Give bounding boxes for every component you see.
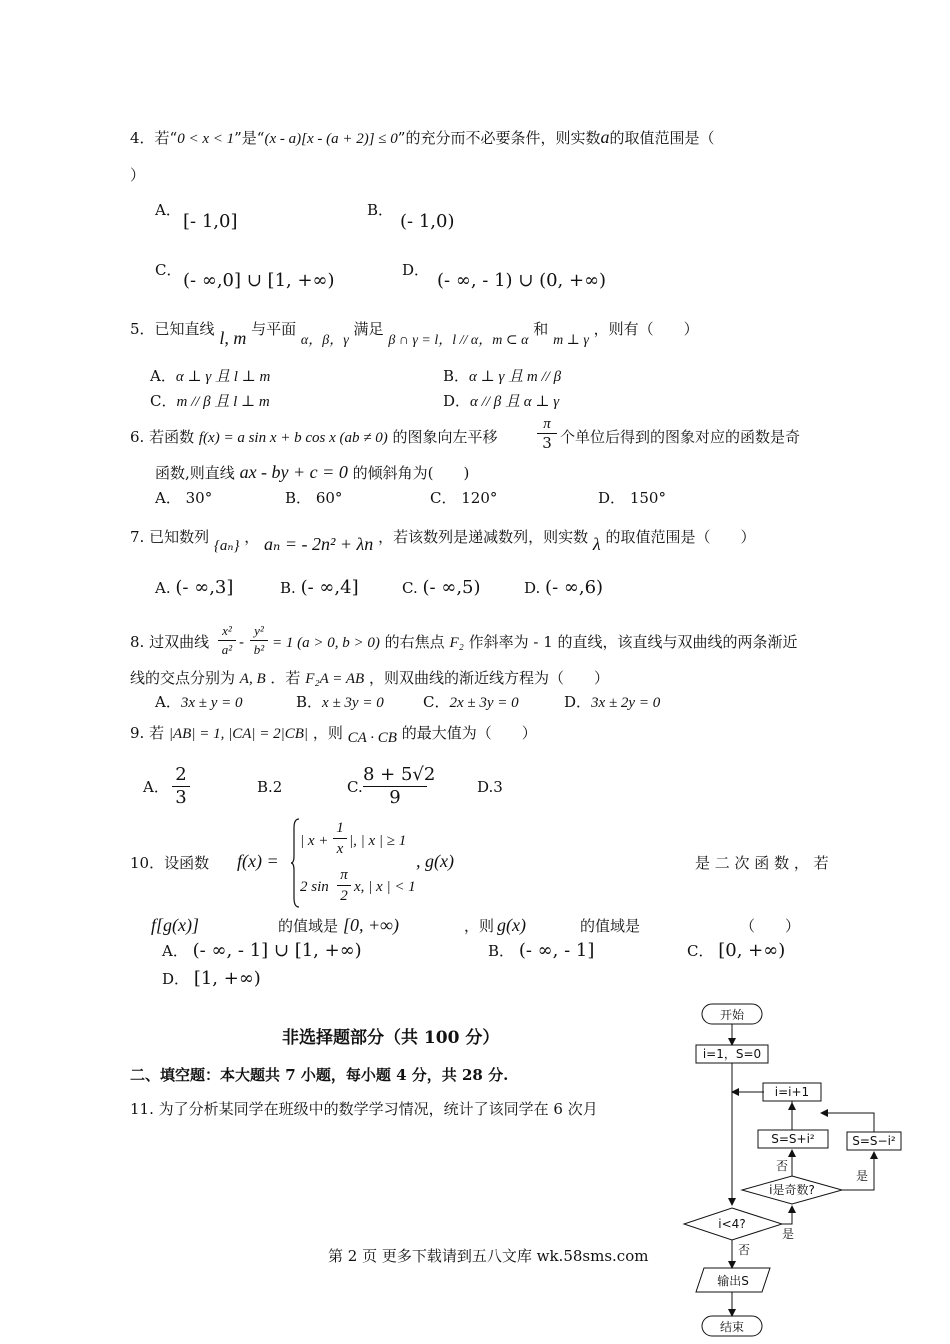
- q8-frac-x: x² a²: [218, 622, 236, 659]
- q10-option-a: A． (- ∞, - 1] ∪ [1, +∞): [162, 940, 362, 961]
- q10-gx2: g(x): [497, 915, 526, 935]
- q8-option-b: B．x ± 3y = 0: [296, 693, 384, 711]
- flow-yes-label-loop: 是: [782, 1227, 795, 1241]
- q5-option-d: D．α // β 且 α ⊥ γ: [443, 392, 560, 410]
- q7-option-c: C. (- ∞,5): [402, 577, 481, 598]
- q9-option-d: D.3: [477, 778, 503, 796]
- q10-stem-c: 的值域是: [278, 917, 339, 935]
- flow-add-text: S=S+i²: [771, 1132, 815, 1146]
- q4-option-d-value: (- ∞, - 1) ∪ (0, +∞): [437, 270, 607, 291]
- q6-option-a: A． 30°: [155, 489, 213, 507]
- q6-stem-line1: 6. 若函数 f(x) = a sin x + b cos x (ab ≠ 0) 的图象向左平移: [130, 428, 498, 446]
- q10-option-b: B． (- ∞, - 1]: [488, 940, 595, 961]
- q10-stem-d: ，则: [464, 917, 495, 935]
- q4-option-a-value: [- 1,0]: [183, 211, 238, 232]
- q7-option-d: D. (- ∞,6): [524, 577, 604, 598]
- q7-option-b: B. (- ∞,4]: [280, 577, 359, 598]
- q8-option-d: D．3x ± 2y = 0: [564, 693, 661, 711]
- flow-yes-label-odd: 是: [856, 1169, 869, 1183]
- flow-odd-text: i是奇数?: [769, 1183, 815, 1197]
- q10-option-c: C． [0, +∞): [687, 940, 786, 961]
- q4-close: ）: [130, 166, 146, 184]
- flow-start-text: 开始: [719, 1008, 745, 1022]
- q10-func: f(x) =: [237, 851, 279, 871]
- q10-stem-b: 是 二 次 函 数 ， 若: [695, 854, 829, 872]
- q6-stem-tail: 个单位后得到的图象对应的函数是奇: [560, 428, 801, 446]
- q10-brace: [291, 818, 297, 906]
- q10-stem-a: 10．设函数: [130, 854, 210, 872]
- q10-case2-a: 2 sin: [300, 879, 329, 895]
- q7-option-a: A. (- ∞,3]: [155, 577, 234, 598]
- q9-option-a-fraction: 2 3: [172, 764, 190, 809]
- q9-option-b: B.2: [257, 778, 283, 796]
- q4-option-b: B．: [367, 201, 394, 219]
- q6-option-d: D． 150°: [598, 489, 666, 507]
- q8-option-c: C．2x ± 3y = 0: [423, 693, 519, 711]
- q7-stem: 7. 已知数列 {aₙ} ， aₙ = - 2n² + λn ，若该数列是递减数列，则实数 λ 的取值范围是（ ）: [130, 528, 756, 554]
- q10-case1-fraction: 1 x: [333, 818, 347, 859]
- flow-init-text: i=1，S=0: [702, 1047, 762, 1061]
- q10-gx: , g(x): [416, 851, 454, 871]
- q10-case2-b: x, | x | < 1: [354, 879, 416, 895]
- q4-option-c: C．: [155, 261, 182, 279]
- q9-stem: 9. 若 |AB| = 1, |CA| = 2|CB| ，则 CA · CB 的最大值为（ ）: [130, 724, 537, 746]
- q8-minus: -: [239, 633, 245, 651]
- q10-case1-b: |, | x | ≥ 1: [349, 833, 407, 849]
- q5-option-b: B．α ⊥ γ 且 m // β: [443, 367, 562, 385]
- section-title: 非选择题部分（共 100 分）: [282, 1028, 500, 1048]
- q5-option-c: C．m // β 且 l ⊥ m: [150, 392, 270, 410]
- flow-loop-text: i<4?: [718, 1217, 746, 1231]
- q10-option-d: D． [1, +∞): [162, 968, 261, 989]
- flow-sub-text: S=S−i²: [852, 1134, 896, 1148]
- q6-fraction: π 3: [537, 415, 557, 452]
- q6-option-b: B． 60°: [285, 489, 343, 507]
- q8-frac-y: y² b²: [250, 622, 268, 659]
- flow-inc-text: i=i+1: [774, 1085, 810, 1099]
- q4-stem: 4．若“0 < x < 1”是“(x - a)[x - (a + 2)] ≤ 0”的充分而不必要条件，则实数a的取值范围是（: [130, 127, 715, 147]
- flow-no-label-loop: 否: [738, 1243, 751, 1257]
- flowchart: [670, 1000, 920, 1340]
- q9-option-a-label: A．: [143, 778, 169, 796]
- q11-stem: 11. 为了分析某同学在班级中的数学学习情况，统计了该同学在 6 次月: [130, 1100, 598, 1118]
- q4-option-c-value: (- ∞,0] ∪ [1, +∞): [183, 270, 335, 291]
- q4-option-a: A．: [155, 201, 181, 219]
- q4-option-d: D．: [402, 261, 430, 279]
- flow-no-label-odd: 否: [776, 1159, 789, 1173]
- q10-stem-e: 的值域是: [580, 917, 641, 935]
- q10-fg: f[g(x)]: [151, 915, 199, 935]
- q8-option-a: A．3x ± y = 0: [155, 693, 243, 711]
- q5-stem: 5．已知直线 l, m 与平面 α，β，γ 满足 β ∩ γ = l，l // α，m ⊂ α 和 m ⊥ γ ，则有（ ）: [130, 320, 699, 348]
- q10-case2-fraction: π 2: [337, 865, 351, 906]
- flow-end-text: 结束: [719, 1320, 745, 1334]
- fill-heading: 二、填空题：本大题共 7 小题，每小题 4 分，共 28 分.: [130, 1066, 509, 1084]
- q9-option-c-fraction: 8 + 5√2 9: [363, 764, 436, 808]
- q5-option-a: A．α ⊥ γ 且 l ⊥ m: [150, 367, 271, 385]
- q9-option-c-label: C.: [347, 778, 363, 796]
- q8-stem-a: 8. 过双曲线: [130, 633, 210, 651]
- q8-stem-b: = 1 (a > 0, b > 0) 的右焦点 F₂ 作斜率为 - 1 的直线，该直线与双曲线的两条渐近: [272, 633, 798, 651]
- page-footer: 第 2 页 更多下载请到五八文库 wk.58sms.com: [328, 1247, 649, 1265]
- q10-range1: [0, +∞): [343, 915, 399, 935]
- q6-option-c: C． 120°: [430, 489, 498, 507]
- q10-paren: （ ）: [740, 917, 801, 935]
- q8-stem-c: 线的交点分别为 A, B ．若 F₂A = AB ，则双曲线的渐近线方程为（ ）: [130, 669, 609, 687]
- q4-option-b-value: (- 1,0): [400, 211, 455, 232]
- q6-stem-line2: 函数,则直线 ax - by + c = 0 的倾斜角为( ): [155, 462, 470, 482]
- flow-output-text: 输出S: [717, 1274, 749, 1288]
- q10-case1-a: | x +: [300, 833, 329, 849]
